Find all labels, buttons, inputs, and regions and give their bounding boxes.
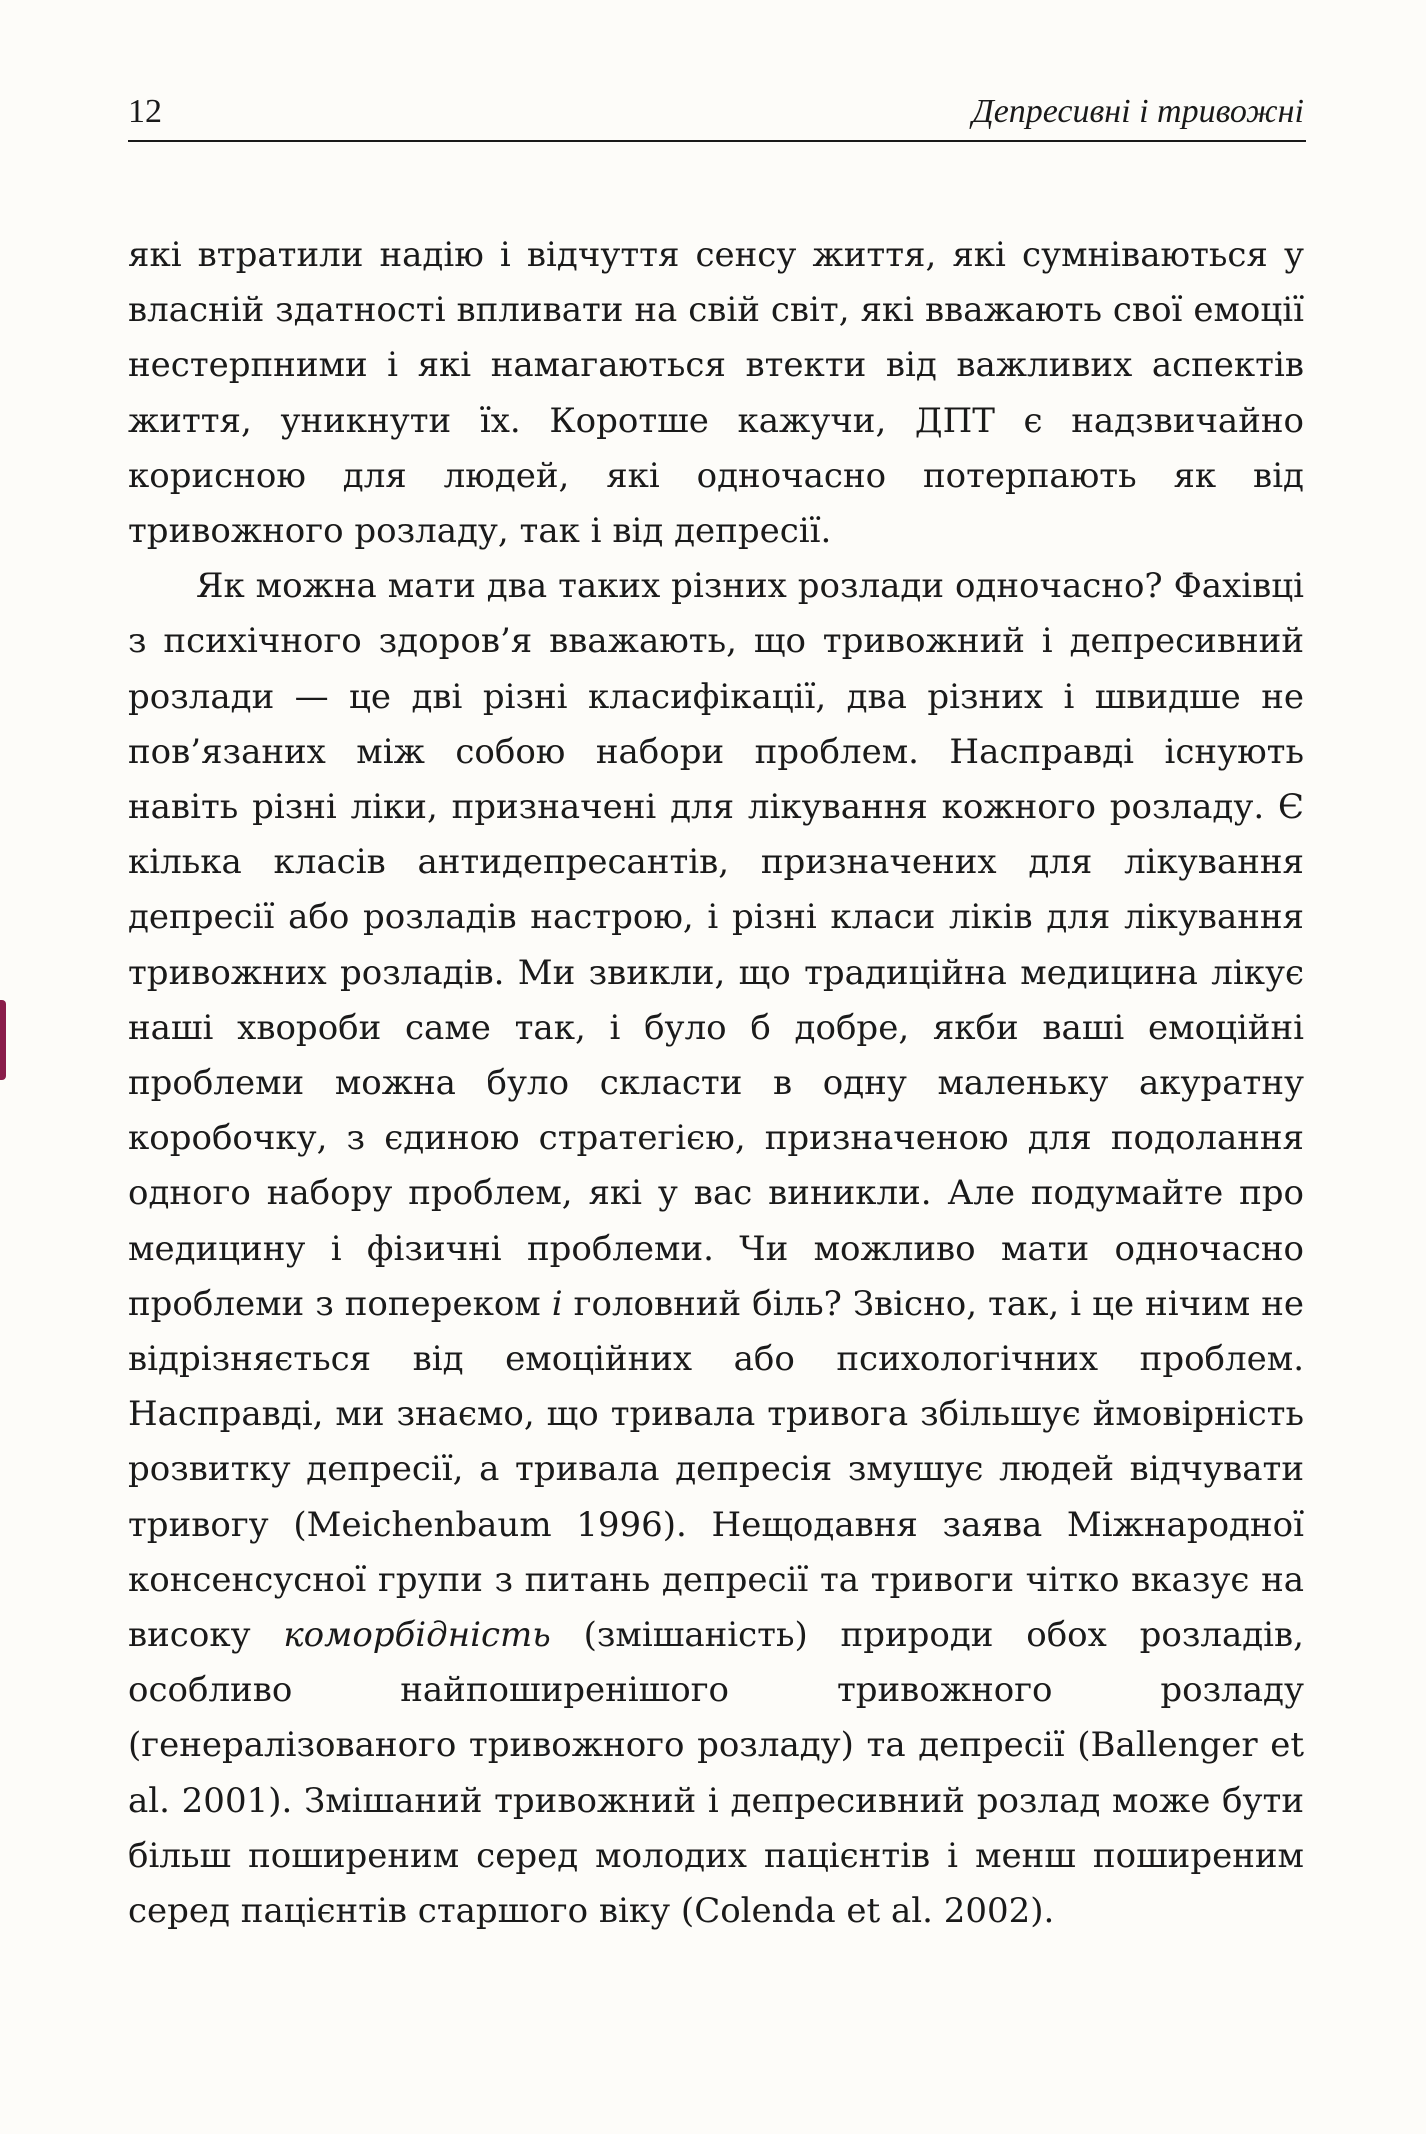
running-header	[128, 92, 1304, 140]
running-title: Депресивні і тривожні	[972, 93, 1304, 130]
header-rule	[128, 140, 1306, 142]
page-number: 12	[128, 93, 162, 130]
paragraph-1: які втратили надію і відчуття сенсу життя, які сумніваються у власній здатності впливати на свій світ, які вважають свої емоції нестерпними і які намагаються втекти від важливих аспектів життя, уникнути їх. Коротше кажучи, ДПТ є надзвичайно корисною для людей, які одночасно потерпають як від тривожного розладу, так і від депресії.	[128, 235, 1304, 552]
page-edge-mark	[0, 1000, 6, 1080]
paragraph-2-part-b: головний біль? Звісно, так, і це нічим не відрізняється від емоційних або психологічних проблем. Насправді, ми знаємо, що тривала тривога збільшує ймовірність розвитку депресії, а тривала депресія змушує людей відчувати тривогу (Meichenbaum 1996). Нещодавня заява Міжнародної консенсусної групи з питань депресії та тривоги чітко вказує на високу	[128, 1283, 1305, 1656]
paragraph-2-part-c: (змішаність) природи обох розладів, особливо найпоширенішого тривожного розладу (генералізованого тривожного розладу) та депресії (Ballenger et al. 2001). Змішаний тривожний і депресивний розлад може бути більш поширеним серед молодих пацієнтів і менш поширеним серед пацієнтів старшого віку (Colenda et al. 2002).	[128, 1615, 1304, 1932]
italic-term: коморбідність	[283, 1615, 551, 1656]
italic-conjunction: і	[551, 1283, 563, 1324]
body-text	[128, 228, 1304, 1939]
paragraph-2	[128, 559, 1304, 1939]
paragraph-2-part-a: Як можна мати два таких різних розлади одночасно? Фахівці з психічного здоров’я вважають, що тривожний і депресивний розлади — це дві різні класифікації, два різних і швидше не пов’язаних між собою набори проблем. Насправді існують навіть різні ліки, призначені для лікування кожного розладу. Є кілька класів антидепресантів, призначених для лікування депресії або розладів настрою, і різні класи ліків для лікування тривожних розладів. Ми звикли, що традиційна медицина лікує наші хвороби саме так, і було б добре, якби ваші емоційні проблеми можна було скласти в одну маленьку акуратну коробочку, з єдиною стратегією, призначеною для подолання одного набору проблем, які у вас виникли. Але подумайте про медицину і фізичні проблеми. Чи можливо мати одночасно проблеми з попереком	[128, 566, 1304, 1324]
